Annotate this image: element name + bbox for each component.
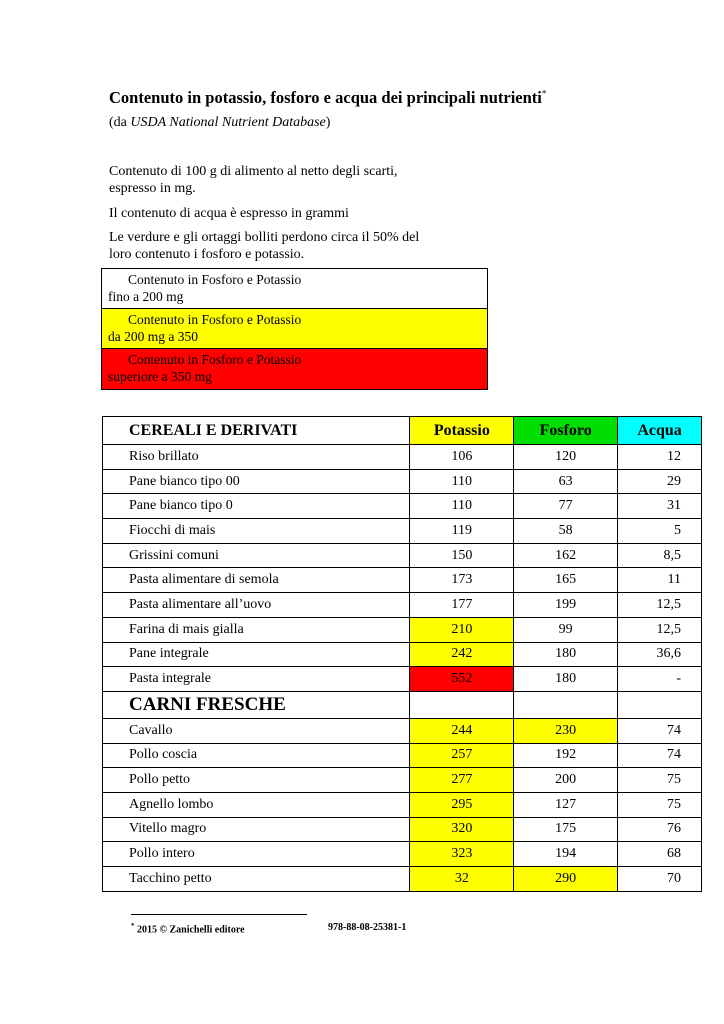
footnote-mark: * <box>541 88 547 99</box>
acqua-value: 5 <box>618 519 702 544</box>
potassio-value: 242 <box>410 642 514 667</box>
legend-item-low: Contenuto in Fosforo e Potassio fino a 200 mg <box>102 269 487 309</box>
potassio-value: 106 <box>410 445 514 470</box>
fosforo-value: 175 <box>514 817 618 842</box>
potassio-value: 320 <box>410 817 514 842</box>
acqua-value: 12 <box>618 445 702 470</box>
table-row <box>103 568 702 593</box>
food-name: Fiocchi di mais <box>103 519 410 544</box>
food-name: Vitello magro <box>103 817 410 842</box>
table-row <box>103 543 702 568</box>
fosforo-value: 230 <box>514 718 618 743</box>
fosforo-value: 192 <box>514 743 618 768</box>
section-row <box>103 691 702 718</box>
fosforo-value: 194 <box>514 842 618 867</box>
fosforo-value: 58 <box>514 519 618 544</box>
fosforo-value: 180 <box>514 642 618 667</box>
acqua-value: 70 <box>618 867 702 892</box>
food-name: Pasta alimentare all’uovo <box>103 593 410 618</box>
acqua-value: 74 <box>618 718 702 743</box>
potassio-value: 177 <box>410 593 514 618</box>
table-row <box>103 667 702 692</box>
potassio-value: 323 <box>410 842 514 867</box>
fosforo-value: 165 <box>514 568 618 593</box>
table-row <box>103 743 702 768</box>
acqua-value: 68 <box>618 842 702 867</box>
acqua-value: 75 <box>618 768 702 793</box>
fosforo-value: 180 <box>514 667 618 692</box>
food-name: Pasta alimentare di semola <box>103 568 410 593</box>
potassio-value: 295 <box>410 792 514 817</box>
category-cereali: CEREALI E DERIVATI <box>103 417 410 445</box>
acqua-value: 11 <box>618 568 702 593</box>
potassio-value: 257 <box>410 743 514 768</box>
table-row <box>103 617 702 642</box>
category-carni: CARNI FRESCHE <box>103 691 410 718</box>
food-name: Pollo coscia <box>103 743 410 768</box>
potassio-value: 32 <box>410 867 514 892</box>
note-boiled: Le verdure e gli ortaggi bolliti perdono circa il 50% del loro contenuto i fosforo e potassio. <box>109 230 420 262</box>
table-row <box>103 593 702 618</box>
potassio-value: 277 <box>410 768 514 793</box>
acqua-value: 76 <box>618 817 702 842</box>
source-name: USDA National Nutrient Database <box>130 115 326 130</box>
table-row <box>103 469 702 494</box>
potassio-value: 119 <box>410 519 514 544</box>
fosforo-value: 290 <box>514 867 618 892</box>
food-name: Agnello lombo <box>103 792 410 817</box>
table-header-row <box>103 417 702 445</box>
fosforo-value: 120 <box>514 445 618 470</box>
potassio-value: 552 <box>410 667 514 692</box>
fosforo-value: 200 <box>514 768 618 793</box>
potassio-value: 110 <box>410 494 514 519</box>
fosforo-value: 199 <box>514 593 618 618</box>
potassio-value: 210 <box>410 617 514 642</box>
potassio-value: 110 <box>410 469 514 494</box>
potassio-value: 244 <box>410 718 514 743</box>
footnote-divider <box>131 914 307 915</box>
header-potassio: Potassio <box>410 417 514 445</box>
potassio-value: 173 <box>410 568 514 593</box>
fosforo-value: 127 <box>514 792 618 817</box>
isbn: 978-88-08-25381-1 <box>328 922 407 933</box>
acqua-value: 29 <box>618 469 702 494</box>
acqua-value: 12,5 <box>618 617 702 642</box>
table-row <box>103 494 702 519</box>
table-row <box>103 867 702 892</box>
table-row <box>103 792 702 817</box>
header-acqua: Acqua <box>618 417 702 445</box>
empty-cell <box>410 691 514 718</box>
footnote: * 2015 © Zanichelli editore 978-88-08-25381-1 <box>131 922 407 936</box>
food-name: Pasta integrale <box>103 667 410 692</box>
food-name: Cavallo <box>103 718 410 743</box>
empty-cell <box>618 691 702 718</box>
food-name: Farina di mais gialla <box>103 617 410 642</box>
table-row <box>103 817 702 842</box>
acqua-value: - <box>618 667 702 692</box>
food-name: Pollo intero <box>103 842 410 867</box>
acqua-value: 36,6 <box>618 642 702 667</box>
acqua-value: 31 <box>618 494 702 519</box>
acqua-value: 12,5 <box>618 593 702 618</box>
source-note: (da USDA National Nutrient Database) <box>109 115 331 130</box>
food-name: Pane bianco tipo 00 <box>103 469 410 494</box>
table-row <box>103 519 702 544</box>
food-name: Pane bianco tipo 0 <box>103 494 410 519</box>
table-row <box>103 842 702 867</box>
table-row <box>103 768 702 793</box>
food-name: Tacchino petto <box>103 867 410 892</box>
fosforo-value: 99 <box>514 617 618 642</box>
fosforo-value: 63 <box>514 469 618 494</box>
note-water: Il contenuto di acqua è espresso in grammi <box>109 206 349 221</box>
food-name: Riso brillato <box>103 445 410 470</box>
food-name: Grissini comuni <box>103 543 410 568</box>
document-title: Contenuto in potassio, fosforo e acqua dei principali nutrienti* <box>109 88 547 107</box>
table-row <box>103 445 702 470</box>
table-row <box>103 718 702 743</box>
acqua-value: 75 <box>618 792 702 817</box>
acqua-value: 8,5 <box>618 543 702 568</box>
food-name: Pane integrale <box>103 642 410 667</box>
nutrient-table <box>102 416 702 892</box>
fosforo-value: 162 <box>514 543 618 568</box>
publisher: 2015 © Zanichelli editore <box>134 924 245 936</box>
empty-cell <box>514 691 618 718</box>
color-legend <box>101 268 488 390</box>
fosforo-value: 77 <box>514 494 618 519</box>
legend-item-high: Contenuto in Fosforo e Potassio superiore a 350 mg <box>102 349 487 389</box>
note-quantity: Contenuto di 100 g di alimento al netto degli scarti, espresso in mg. <box>109 164 398 196</box>
acqua-value: 74 <box>618 743 702 768</box>
table-row <box>103 642 702 667</box>
header-fosforo: Fosforo <box>514 417 618 445</box>
food-name: Pollo petto <box>103 768 410 793</box>
potassio-value: 150 <box>410 543 514 568</box>
legend-item-medium: Contenuto in Fosforo e Potassio da 200 mg a 350 <box>102 309 487 349</box>
